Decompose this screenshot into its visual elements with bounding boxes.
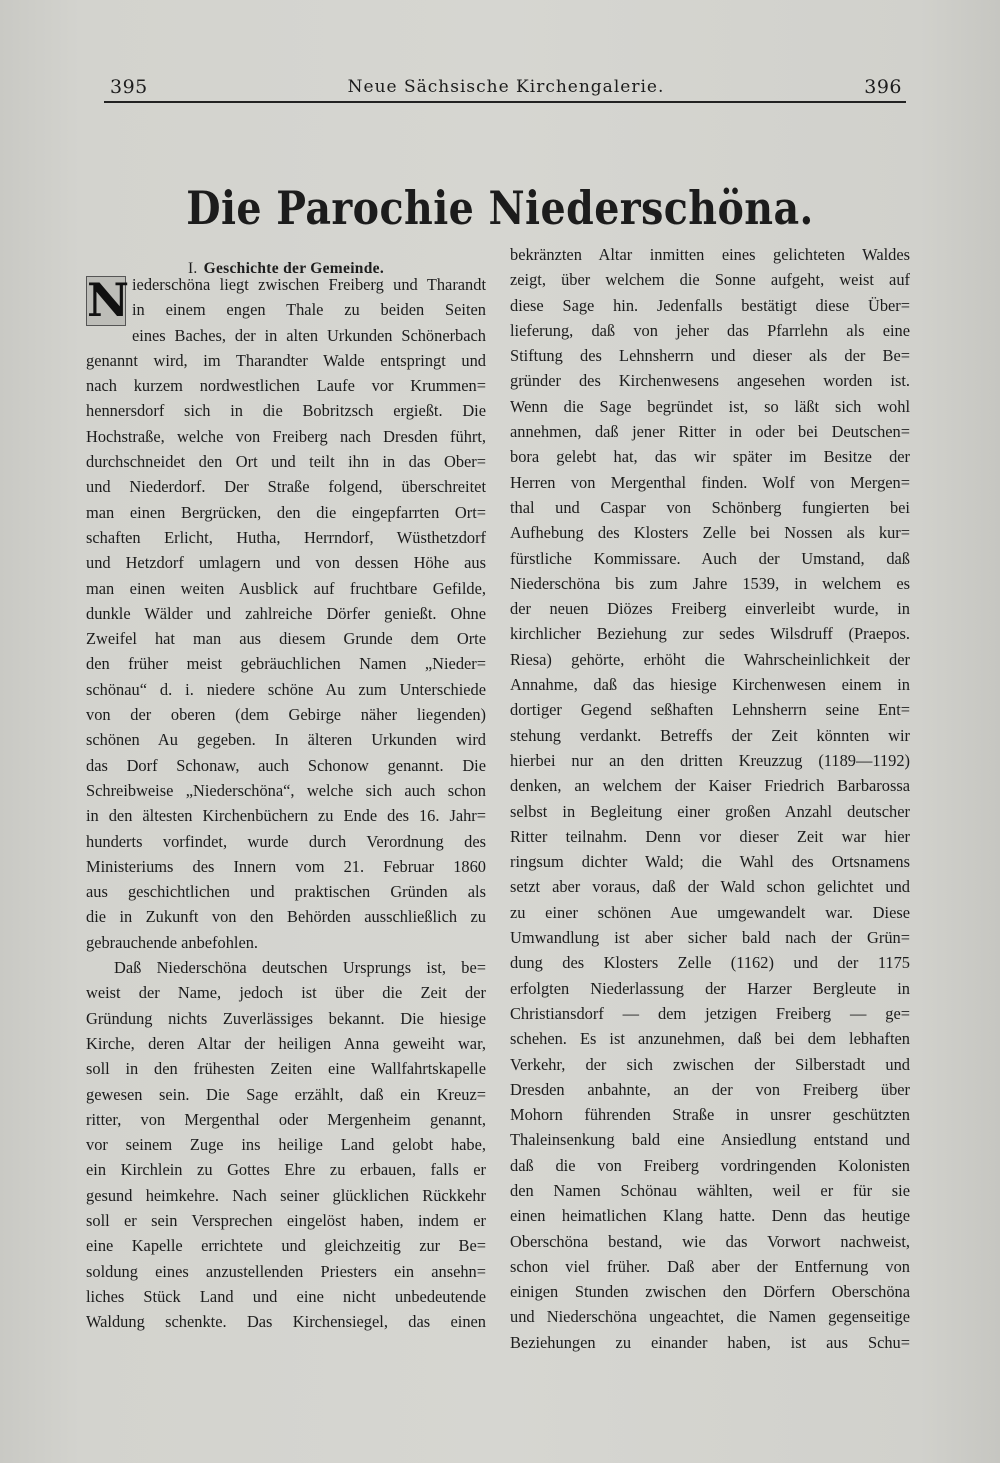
- drop-cap-initial: N: [87, 273, 130, 327]
- section-heading: [86, 240, 486, 277]
- text-line: der neuen Diözes Freiberg einverleibt wurde, in: [510, 599, 910, 619]
- text-line: Niederschöna bis zum Jahre 1539, in welchem es: [510, 573, 910, 593]
- text-line: annehmen, daß jener Ritter in oder bei Deutschen=: [510, 422, 910, 442]
- text-line: einigen Stunden zwischen den Dörfern Oberschöna: [510, 1282, 910, 1302]
- text-line: Verkehr, der sich zwischen der Silberstadt und: [510, 1054, 910, 1074]
- text-line: soll in den frühesten Zeiten eine Wallfahrtskapelle: [86, 1059, 486, 1079]
- text-line: und Hetzdorf umlagern und von dessen Höhe aus: [86, 553, 486, 573]
- text-line: Kirche, deren Altar der heiligen Anna geweiht war,: [86, 1033, 486, 1053]
- text-line: soldung eines anzustellenden Priesters ein ansehn=: [86, 1261, 486, 1281]
- text-line: man einen Bergrücken, den die eingepfarrten Ort=: [86, 502, 486, 522]
- text-line: einen heimatlichen Klang hatte. Denn das heutige: [510, 1206, 910, 1226]
- text-line: Zweifel hat man aus diesem Grunde dem Orte: [86, 629, 486, 649]
- text-line: Christiansdorf — dem jetzigen Freiberg — ge=: [510, 1003, 910, 1023]
- text-line: Umwandlung ist aber sicher bald nach der Grün=: [510, 928, 910, 948]
- page-number-left: 395: [110, 76, 148, 98]
- text-line: Aufhebung des Klosters Zelle bei Nossen als kur=: [510, 523, 910, 543]
- text-line: schehen. Es ist anzunehmen, daß bei dem lebhaften: [510, 1029, 910, 1049]
- text-line: Ritter teilnahm. Denn vor dieser Zeit war hier: [510, 826, 910, 846]
- text-line: Mohorn führenden Straße in unsrer geschützten: [510, 1105, 910, 1125]
- text-line: denken, an welchem der Kaiser Friedrich Barbarossa: [510, 776, 910, 796]
- text-line: den Namen Schönau wählten, weil er für sie: [510, 1180, 910, 1200]
- left-column: [86, 240, 486, 1334]
- text-line: stehung verdankt. Betreffs der Zeit könnten wir: [510, 725, 910, 745]
- text-line: gründer des Kirchenwesens angesehen worden ist.: [510, 371, 910, 391]
- text-line: gebrauchende anbefohlen.: [86, 932, 259, 952]
- page-title: Die Parochie Niederschöna.: [186, 180, 814, 235]
- text-line: von der oberen (dem Gebirge näher liegenden): [86, 705, 486, 725]
- text-line: iederschöna liegt zwischen Freiberg und Tharandt: [132, 275, 486, 294]
- text-line: und Niederdorf. Der Straße folgend, überschreitet: [86, 477, 486, 497]
- text-line: setzt aber voraus, daß der Wald schon gelichtet und: [510, 877, 910, 897]
- text-line: thal und Caspar von Schönberg fungierten bei: [510, 497, 910, 517]
- text-line: daß die von Freiberg vordringenden Kolonisten: [510, 1155, 910, 1175]
- text-line: Annahme, daß das hiesige Kirchenwesen einem in: [510, 675, 910, 695]
- text-line: Hochstraße, welche von Freiberg nach Dresden führt,: [86, 426, 486, 446]
- text-line: gesund heimkehre. Nach seiner glücklichen Rückkehr: [86, 1185, 486, 1205]
- text-line: schaften Erlicht, Hutha, Herrndorf, Wüsthetzdorf: [86, 527, 486, 547]
- text-line: erfolgten Niederlassung der Harzer Bergleute in: [510, 978, 910, 998]
- text-line: vor seinem Zuge ins heilige Land gelobt habe,: [86, 1135, 486, 1155]
- text-line: dung des Klosters Zelle (1162) und der 1175: [510, 953, 910, 973]
- text-line: schon viel früher. Daß aber der Entfernung von: [510, 1256, 910, 1276]
- text-line: schönau“ d. i. niedere schöne Au zum Unterschiede: [86, 679, 486, 699]
- text-line: kirchlicher Beziehung zur sedes Wilsdruff (Praepos.: [510, 624, 910, 644]
- text-line: dortiger Gegend seßhaften Lehnsherrn seine Ent=: [510, 700, 910, 720]
- text-line: zeigt, über welchem die Sonne aufgeht, weist auf: [510, 270, 910, 290]
- left-column-text: [86, 272, 486, 1334]
- text-line: gewesen sein. Die Sage erzählt, daß ein Kreuz=: [86, 1084, 486, 1104]
- text-line: ritter, von Mergenthal oder Mergenheim genannt,: [86, 1109, 486, 1129]
- text-line: und Niederschöna ungeachtet, die Namen gegenseitige: [510, 1307, 910, 1327]
- text-line: Beziehungen zu einander haben, ist aus Schu=: [510, 1332, 910, 1352]
- text-line: liches Stück Land und eine nicht unbedeutende: [86, 1286, 486, 1306]
- text-line: weist der Name, jedoch ist über die Zeit der: [86, 983, 486, 1003]
- text-line: Riesa) gehörte, erhöht die Wahrscheinlichkeit der: [510, 649, 910, 669]
- text-line: lieferung, daß von jeher das Pfarrlehn als eine: [510, 320, 910, 340]
- text-line: ein Kirchlein zu Gottes Ehre zu erbauen, falls er: [86, 1160, 486, 1180]
- page-number-right: 396: [864, 76, 902, 98]
- text-line: selbst in Begleitung einer großen Anzahl deutscher: [510, 801, 910, 821]
- running-head: [110, 74, 902, 100]
- section-number: I.: [187, 260, 198, 277]
- text-line: bekränzten Altar inmitten eines gelichteten Waldes: [510, 245, 910, 264]
- right-column: [510, 242, 910, 1355]
- text-line: Oberschöna bestand, wie das Vorwort nachweist,: [510, 1231, 910, 1251]
- text-line: Schreibweise „Niederschöna“, welche sich auch schon: [86, 780, 486, 800]
- text-line: die in Zukunft von den Behörden ausschließlich zu: [86, 907, 486, 927]
- text-line: zu einer schönen Aue umgewandelt war. Diese: [510, 902, 910, 922]
- text-line: Dresden anbahnte, an der von Freiberg über: [510, 1079, 910, 1099]
- text-line: Gründung nichts Zuverlässiges bekannt. Die hiesige: [86, 1008, 486, 1028]
- text-line: eines Baches, der in alten Urkunden Schönerbach: [132, 325, 486, 345]
- text-line: Wenn die Sage begründet ist, so läßt sich wohl: [510, 396, 910, 416]
- text-line: Stiftung des Lehnsherrn und dieser als der Be=: [510, 346, 910, 366]
- text-line: Herren von Mergenthal finden. Wolf von Mergen=: [510, 472, 910, 492]
- section-title: Geschichte der Gemeinde.: [203, 260, 385, 277]
- text-line: man einen weiten Ausblick auf fruchtbare Gefilde,: [86, 578, 486, 598]
- text-line: aus geschichtlichen und praktischen Gründen als: [86, 882, 486, 902]
- text-line: in den ältesten Kirchenbüchern zu Ende des 16. Jahr=: [86, 806, 486, 826]
- text-line: eine Kapelle errichtete und gleichzeitig zur Be=: [86, 1236, 486, 1256]
- text-line: schönen Au gegeben. In älteren Urkunden wird: [86, 730, 486, 750]
- header-rule: [104, 101, 906, 103]
- right-column-text: [510, 242, 910, 1355]
- text-line: Waldung schenkte. Das Kirchensiegel, das einen: [86, 1312, 486, 1332]
- text-line: diese Sage hin. Jedenfalls bestätigt diese Über=: [510, 295, 910, 315]
- text-line: hennersdorf sich in die Bobritzsch ergießt. Die: [86, 401, 486, 421]
- text-line: soll er sein Versprechen eingelöst haben, indem er: [86, 1210, 486, 1230]
- text-line: durchschneidet den Ort und teilt ihn in das Ober=: [86, 452, 486, 472]
- text-line: nach kurzem nordwestlichen Laufe vor Krummen=: [86, 376, 486, 396]
- text-line: dunkle Wälder und zahlreiche Dörfer genießt. Ohne: [86, 603, 486, 623]
- text-line: in einem engen Thale zu beiden Seiten: [132, 300, 486, 320]
- text-line: Daß Niederschöna deutschen Ursprungs ist, be=: [114, 958, 486, 978]
- text-line: bora gelebt hat, das wir später im Besitze der: [510, 447, 910, 467]
- text-line: genannt wird, im Tharandter Walde entspringt und: [86, 350, 486, 370]
- text-line: hunderts vorfindet, wurde durch Verordnung des: [86, 831, 486, 851]
- text-line: den früher meist gebräuchlichen Namen „Nieder=: [86, 654, 486, 674]
- text-line: das Dorf Schonaw, auch Schonow genannt. Die: [86, 755, 486, 775]
- text-line: hierbei nur an den dritten Kreuzzug (1189—1192): [510, 750, 910, 770]
- text-line: fürstliche Kommissare. Auch der Umstand, daß: [510, 548, 910, 568]
- text-line: Thaleinsenkung bald eine Ansiedlung entstand und: [510, 1130, 910, 1150]
- text-line: Ministeriums des Innern vom 21. Februar 1860: [86, 856, 486, 876]
- text-line: ringsum dichter Wald; die Wahl des Ortsnamens: [510, 852, 910, 872]
- running-title: Neue Sächsische Kirchengalerie.: [347, 77, 665, 97]
